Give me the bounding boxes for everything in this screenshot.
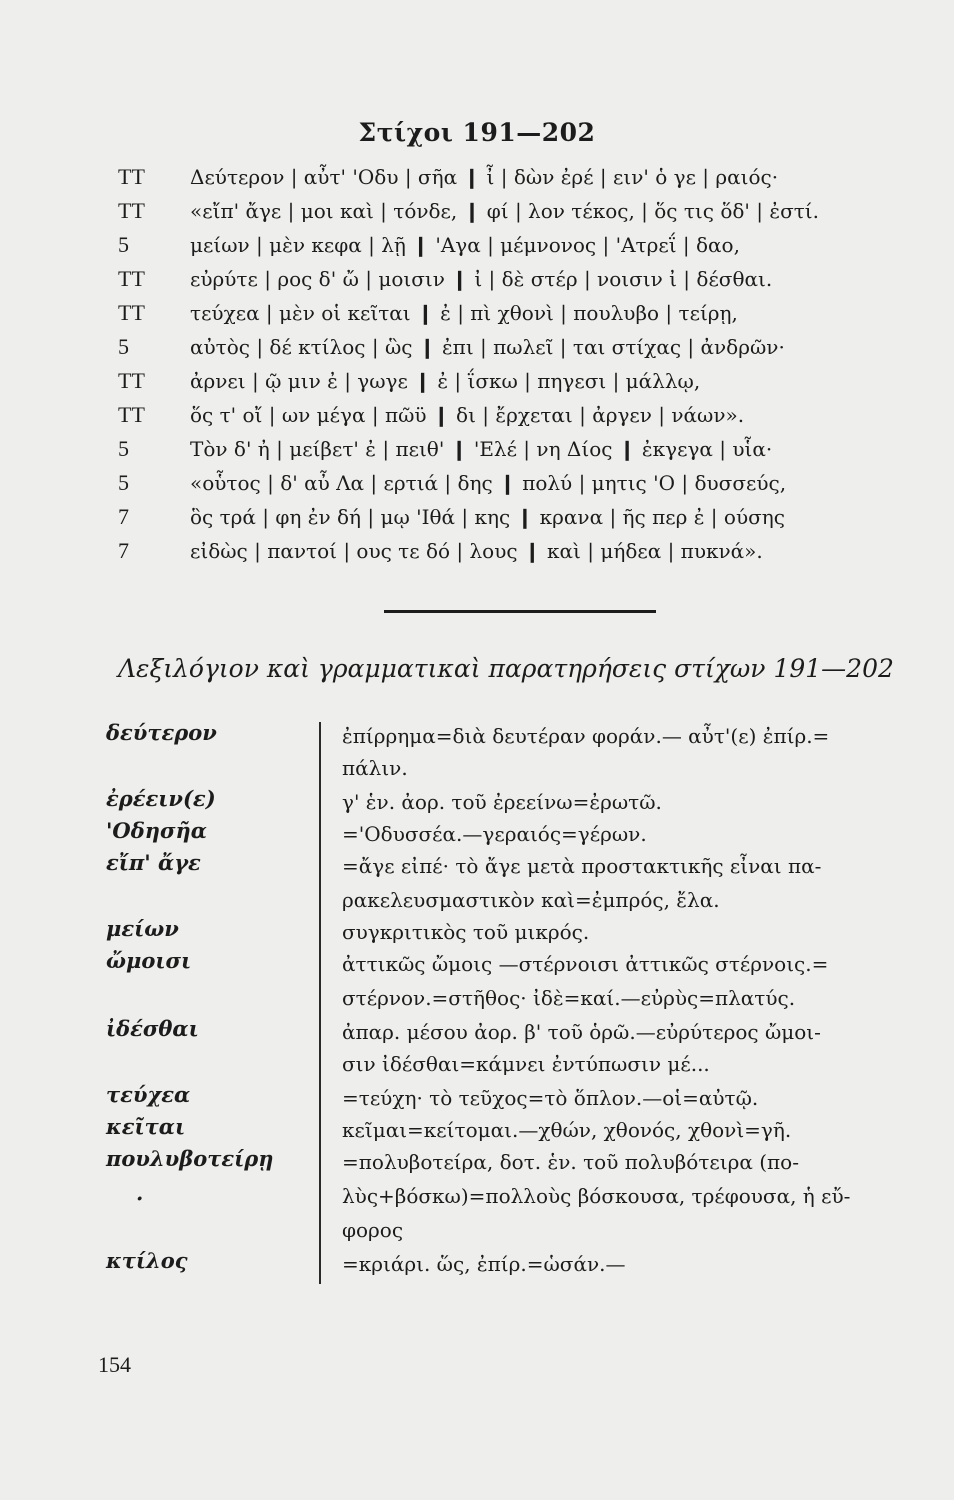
definition-line: συγκριτικὸς τοῦ μικρός.: [342, 920, 590, 944]
definition-line: σιν ἰδέσθαι=κάμνει ἐντύπωσιν μέ...: [342, 1052, 710, 1076]
verse-line: [118, 160, 918, 194]
scansion-mark: 5: [118, 436, 129, 461]
verse-line: [118, 432, 918, 466]
verse-text: ὃς τρά | φη ἐν δή | μῳ 'Ιθά | κης ❙ κρανα | ῆς περ ἐ | ούσης: [190, 505, 785, 529]
definition-line: πάλιν.: [342, 756, 408, 780]
verse-line: [118, 364, 918, 398]
verse-text: «εἴπ' ἄγε | μοι καὶ | τόνδε, ❙ φί | λον τέκος, | ὅς τις ὅδ' | ἐστί.: [190, 199, 820, 223]
glossary-term: τεύχεα: [106, 1082, 191, 1107]
verse-text: εὐρύτε | ρος δ' ὤ | μοισιν ❙ ἰ | δὲ στέρ | νοισιν ἰ | δέσθαι.: [190, 267, 773, 291]
scansion-mark: ΤΤ: [118, 198, 145, 223]
verse-text: Δεύτερον | αὖτ' 'Οδυ | σῆα ❙ ἶ | δὼν ἐρέ | ειν' ὁ γε | ραιός·: [190, 165, 779, 189]
section-heading: Στίχοι 191—202: [358, 118, 596, 147]
glossary-term: δεύτερον: [106, 720, 217, 745]
definition-line: ρακελευσμαστικὸν καὶ=ἐμπρός, ἔλα.: [342, 888, 720, 912]
vocabulary-title: Λεξιλόγιον καὶ γραμματικαὶ παρατηρήσεις στίχων 191—202: [118, 654, 894, 683]
verse-text: ἀρνει | ῷ μιν ἐ | γωγε ❙ ἐ | ΐσκω | πηγεσι | μάλλῳ,: [190, 369, 701, 393]
verse-line: [118, 330, 918, 364]
definition-line: =κριάρι. ὥς, ἐπίρ.=ὡσάν.—: [342, 1252, 626, 1276]
glossary-term: κεῖται: [106, 1114, 186, 1139]
definition-line: ἀπαρ. μέσου ἀορ. β' τοῦ ὁρῶ.—εὐρύτερος ὤμοι-: [342, 1020, 821, 1044]
scansion-mark: ΤΤ: [118, 368, 145, 393]
definition-line: φορος: [342, 1218, 404, 1242]
scansion-mark: 5: [118, 232, 129, 257]
verse-text: «οὗτος | δ' αὖ Λα | ερτιά | δης ❙ πολύ | μητις 'Ο | δυσσεύς,: [190, 471, 787, 495]
definition-line: ἀττικῶς ὤμοις —στέρνοισι ἀττικῶς στέρνοις.=: [342, 952, 829, 976]
verse-line: [118, 296, 918, 330]
definition-line: =ἄγε εἰπέ· τὸ ἄγε μετὰ προστακτικῆς εἶναι πα-: [342, 854, 822, 878]
verse-text: μείων | μὲν κεφα | λῇ ❙ 'Αγα | μέμνονος | 'Ατρεΐ | δαο,: [190, 233, 740, 257]
scansion-mark: ΤΤ: [118, 164, 145, 189]
definition-line: ='Οδυσσέα.—γεραιός=γέρων.: [342, 822, 647, 846]
verse-line: [118, 228, 918, 262]
column-divider: [319, 722, 321, 1284]
glossary-term: ὤμοισι: [106, 948, 192, 973]
glossary-term: ἰδέσθαι: [106, 1016, 199, 1041]
verse-text: αὐτὸς | δέ κτίλος | ὣς ❙ ἐπι | πωλεῖ | ται στίχας | ἀνδρῶν·: [190, 335, 785, 359]
scansion-mark: ΤΤ: [118, 402, 145, 427]
definition-line: κεῖμαι=κείτομαι.—χθών, χθονός, χθονὶ=γῆ.: [342, 1118, 792, 1142]
verse-text: Τὸν δ' ἠ | μείβετ' ἐ | πειθ' ❙ 'Ελέ | νη Δίος ❙ ἐκγεγα | υἷα·: [190, 437, 773, 461]
scansion-mark: 5: [118, 470, 129, 495]
page-number: 154: [98, 1352, 131, 1377]
verse-line: [118, 398, 918, 432]
definition-line: =πολυβοτείρα, δοτ. ἑν. τοῦ πολυβότειρα (πο-: [342, 1150, 799, 1174]
glossary-term: 'Οδησῆα: [106, 818, 207, 843]
definition-line: =τεύχη· τὸ τεῦχος=τὸ ὅπλον.—οἱ=αὐτῷ.: [342, 1086, 759, 1110]
verse-line: [118, 262, 918, 296]
scansion-mark: 7: [118, 504, 129, 529]
glossary-bullet: ·: [136, 1186, 144, 1211]
glossary-term: ἐρέειν(ε): [106, 786, 216, 811]
verse-block: [118, 160, 918, 568]
verse-line: [118, 466, 918, 500]
scansion-mark: ΤΤ: [118, 266, 145, 291]
glossary-term: εἴπ' ἄγε: [106, 850, 201, 875]
glossary-term: μείων: [106, 916, 179, 941]
section-divider: [384, 610, 656, 613]
verse-text: τεύχεα | μὲν οἱ κεῖται ❙ ἐ | πὶ χθονὶ | πουλυβο | τείρῃ,: [190, 301, 738, 325]
definition-line: στέρνον.=στῆθος· ἰδὲ=καί.—εὐρὺς=πλατύς.: [342, 986, 796, 1010]
scansion-mark: 5: [118, 334, 129, 359]
glossary-term: κτίλος: [106, 1248, 188, 1273]
scansion-mark: ΤΤ: [118, 300, 145, 325]
verse-line: [118, 194, 918, 228]
definition-line: ἐπίρρημα=διὰ δευτέραν φοράν.— αὖτ'(ε) ἐπίρ.=: [342, 724, 830, 748]
glossary-term: πουλυβοτείρῃ: [106, 1146, 274, 1171]
scansion-mark: 7: [118, 538, 129, 563]
verse-line: [118, 534, 918, 568]
verse-line: [118, 500, 918, 534]
verse-text: ὅς τ' οἴ | ων μέγα | πῶϋ ❙ δι | ἔρχεται | ἀργεν | νάων».: [190, 403, 745, 427]
verse-text: εἰδὼς | παντοί | ους τε δό | λους ❙ καὶ | μήδεα | πυκνά».: [190, 539, 763, 563]
definition-line: λὺς+βόσκω)=πολλοὺς βόσκουσα, τρέφουσα, ἡ εὔ-: [342, 1184, 851, 1208]
definition-line: γ' ἑν. ἀορ. τοῦ ἐρεείνω=ἐρωτῶ.: [342, 790, 662, 814]
